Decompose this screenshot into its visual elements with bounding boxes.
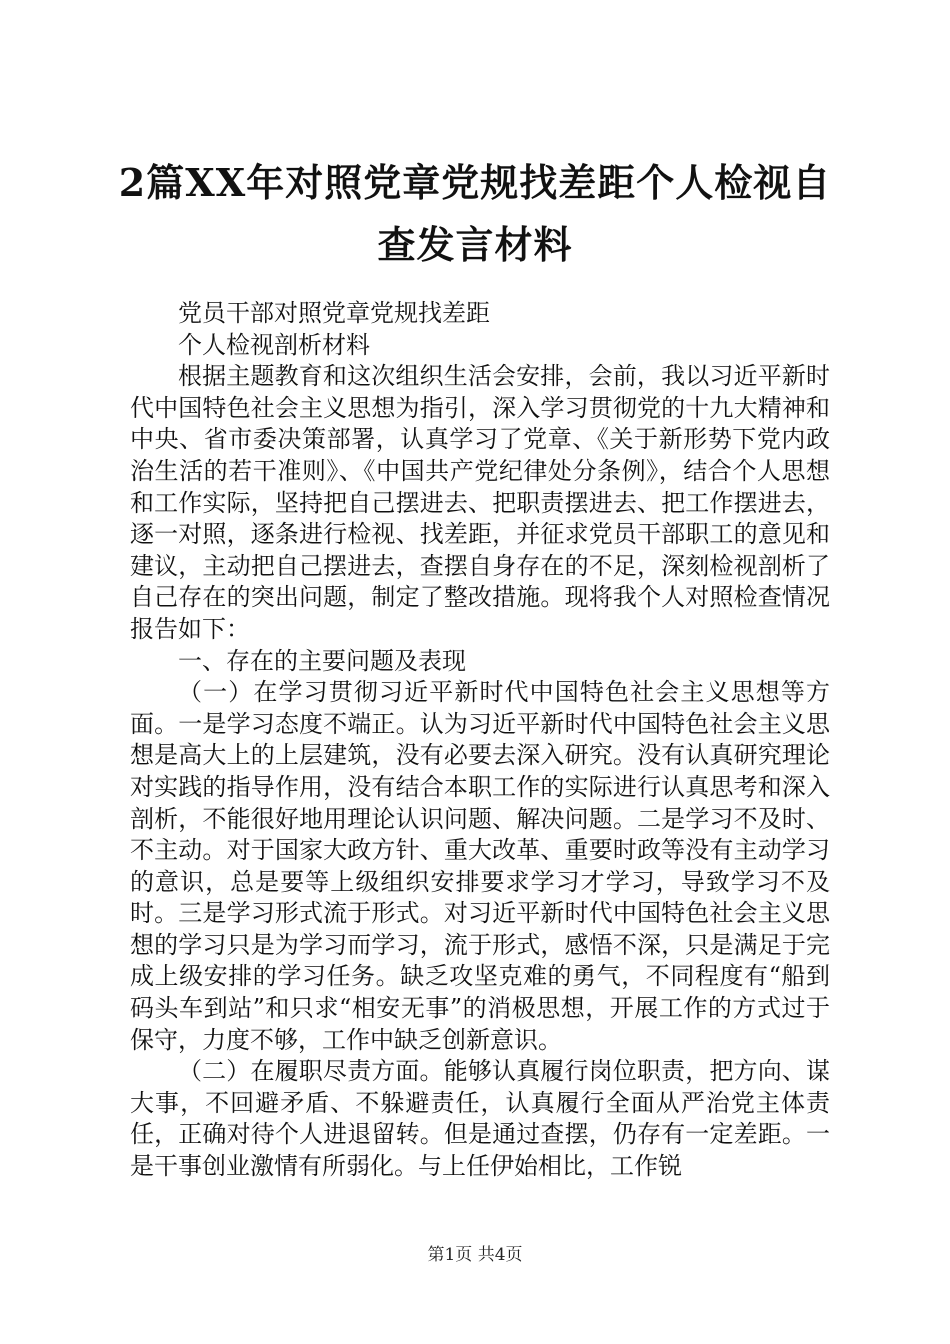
paragraph-section-1: （一）在学习贯彻习近平新时代中国特色社会主义思想等方面。一是学习态度不端正。认为习近平新时代中国特色社会主义思想是高大上的上层建筑，没有必要去深入研究。没有认真研究理论对实践的指导作用，没有结合本职工作的实际进行认真思考和深入剖析，不能很好地用理论认识问题、解决问题。二是学习不及时、不主动。对于国家大政方针、重大改革、重要时政等没有主动学习的意识，总是要等上级组织安排要求学习才学习，导致学习不及时。三是学习形式流于形式。对习近平新时代中国特色社会主义思想的学习只是为学习而学习，流于形式，感悟不深，只是满足于完成上级安排的学习任务。缺乏攻坚克难的勇气，不同程度有“船到码头车到站”和只求“相安无事”的消极思想，开展工作的方式过于保守，力度不够，工作中缺乏创新意识。 <box>130 678 830 1054</box>
page-footer: 第1页 共4页 <box>427 1245 523 1265</box>
paragraph-section-2: （二）在履职尽责方面。能够认真履行岗位职责，把方向、谋大事，不回避矛盾、不躲避责任，认真履行全面从严治党主体责任，正确对待个人进退留转。但是通过查摆，仍存有一定差距。一是干事创业激情有所弱化。与上任伊始相比，工作锐 <box>130 1057 830 1181</box>
document-title: 2篇XX年对照党章党规找差距个人检视自查发言材料 <box>118 160 832 267</box>
paragraph-heading-2: 个人检视剖析材料 <box>178 330 370 359</box>
paragraph-heading-1: 党员干部对照党章党规找差距 <box>178 299 490 327</box>
section-heading: 一、存在的主要问题及表现 <box>178 646 466 675</box>
paragraph-intro: 根据主题教育和这次组织生活会安排，会前，我以习近平新时代中国特色社会主义思想为指引，深入学习贯彻党的十九大精神和中央、省市委决策部署，认真学习了党章、《关于新形势下党内政治生活的若干准则》、《中国共产党纪律处分条例》，结合个人思想和工作实际，坚持把自己摆进去、把职责摆进去、把工作摆进去，逐一对照，逐条进行检视、找差距，并征求党员干部职工的意见和建议，主动把自己摆进去，查摆自身存在的不足，深刻检视剖析了自己存在的突出问题，制定了整改措施。现将我个人对照检查情况报告如下： <box>130 362 830 643</box>
document-body <box>130 298 830 1183</box>
